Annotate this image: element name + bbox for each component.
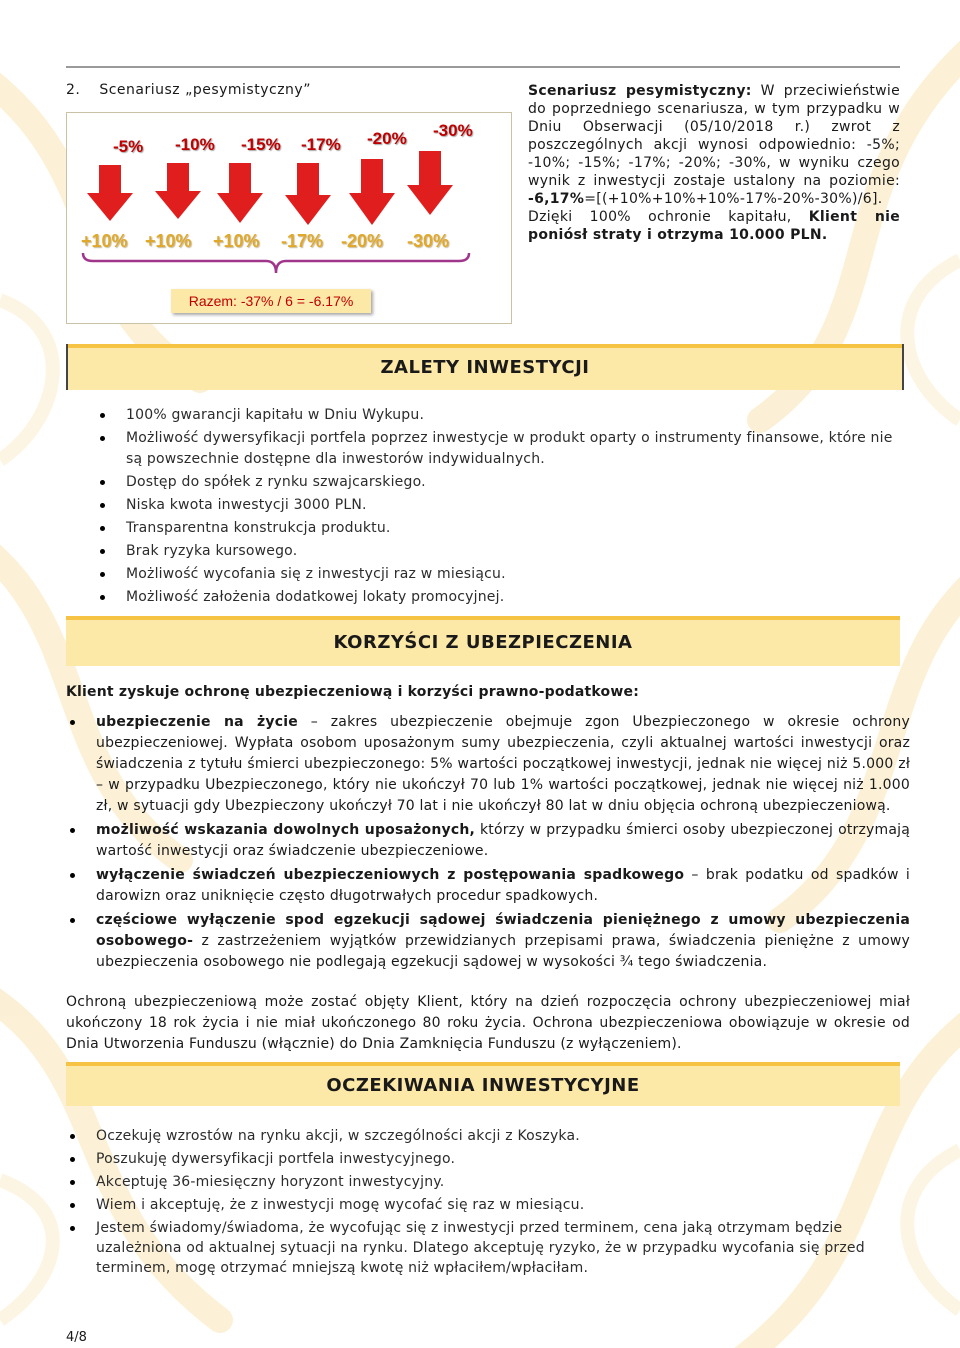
item-bold: częściowe wyłączenie spod egzekucji sądowej świadczenia pieniężnego z umowy ubezpieczenia osobowego- [96, 912, 910, 949]
list-item: Oczekuję wzrostów na rynku akcji, w szczególności akcji z Koszyka. [66, 1126, 896, 1146]
bottom-percent: -30% [407, 231, 450, 251]
top-percent: -5% [113, 137, 144, 156]
list-item: Transparentna konstrukcja produktu. [96, 518, 896, 539]
list-item: Jestem świadomy/świadoma, że wycofując się z inwestycji przed terminem, cena jaką otrzymam będzie uzależniona od aktualnej sytuacji na rynku. Dlatego akceptuję ryzyko, że w przypadku wycofania się przed terminem, mogę otrzymać mniejszą kwotę niż wpłaciłem/wpłaciłam. [66, 1218, 896, 1278]
top-percent: -17% [301, 135, 341, 154]
bottom-percent: -20% [341, 231, 384, 251]
down-arrow-icon [407, 151, 453, 215]
list-item [66, 865, 910, 907]
item-text: z zastrzeżeniem wyjątków przewidzianych przepisami prawa, świadczenia pieniężne z umowy ubezpieczenia osobowego nie podlegają egzekucji sądowej w wysokości ¾ tego świadczenia. [96, 933, 910, 970]
item-bold: możliwość wskazania dowolnych uposażonych, [96, 822, 476, 838]
list-item: Możliwość założenia dodatkowej lokaty promocyjnej. [96, 587, 896, 608]
insurance-title: KORZYŚCI Z UBEZPIECZENIA [333, 632, 633, 653]
insurance-list [66, 712, 910, 976]
advantages-list [96, 405, 896, 610]
list-item [66, 820, 910, 862]
description-lead: Scenariusz pesymistyczny: [528, 83, 752, 99]
down-arrow-icon [285, 163, 331, 225]
bottom-percent: +10% [213, 231, 260, 251]
top-percent: -10% [175, 135, 215, 154]
item-bold: ubezpieczenie na życie [96, 714, 298, 730]
list-item: 100% gwarancji kapitału w Dniu Wykupu. [96, 405, 896, 426]
scenario-illustration [66, 112, 512, 324]
down-arrow-icon [349, 159, 395, 225]
list-item: Możliwość wycofania się z inwestycji raz w miesiącu. [96, 564, 896, 585]
expectations-list [66, 1126, 896, 1281]
list-item: Niska kwota inwestycji 3000 PLN. [96, 495, 896, 516]
list-item: Brak ryzyka kursowego. [96, 541, 896, 562]
description-value: -6,17% [528, 191, 585, 207]
scenario-description [528, 82, 900, 244]
expectations-title: OCZEKIWANIA INWESTYCYJNE [326, 1075, 640, 1096]
top-percent: -30% [433, 121, 473, 140]
section-title: Scenariusz „pesymistyczny” [99, 82, 311, 98]
item-text: – zakres ubezpieczenie obejmuje zgon Ubezpieczonego w okresie ochrony ubezpieczeniowej. Wypłata osobom uposażonym sumy ubezpieczenia, czyli aktualnej wartości inwestycji oraz świadczenia z tytułu śmierci ubezpieczonego: 5% wartości początkowej inwestycji, jednak nie więcej niż 5.000 zł – w przypadku Ubezpieczonego, który nie ukończył 70 lub 1% wartości początkowej, jednak nie więcej niż 1.000 zł, w sytuacji gdy Ubezpieczony ukończył 70 lat i nie ukończył 80 lat w dniu objęcia ochroną ubezpieczeniową. [96, 714, 910, 814]
brace-icon [81, 251, 471, 277]
list-item: Możliwość dywersyfikacji portfela poprzez inwestycje w produkt oparty o instrumenty finansowe, które nie są powszechnie dostępne dla inwestorów indywidualnych. [96, 428, 896, 470]
bottom-percent: -17% [281, 231, 324, 251]
top-percent: -20% [367, 129, 407, 148]
page-number: 4/8 [66, 1330, 87, 1345]
coverage-paragraph: Ochroną ubezpieczeniową może zostać objęty Klient, który na dzień rozpoczęcia ochrony ubezpieczeniowej miał ukończony 18 rok życia i nie miał ukończonego 80 roku życia. Ochrona ubezpieczeniowa obowiązuje w okresie od Dnia Utworzenia Funduszu (włącznie) do Dnia Zamknięcia Funduszu (z wyłączeniem). [66, 994, 910, 1052]
description-text: W przeciwieństwie do poprzedniego scenariusza, w tym przypadku w Dniu Obserwacji (05/10/2018 r.) zwrot z poszczególnych akcji wynosi odpowiednio: -5%; -10%; -15%; -17%; -20%; -30%, w wyniku czego wynik z inwestycji zostaje ustalony na poziomie: [528, 83, 901, 189]
item-text: którzy w przypadku śmierci osoby ubezpieczonej otrzymają wartość inwestycji oraz świadczenie ubezpieczeniowe. [96, 822, 911, 859]
list-item: Poszukuję dywersyfikacji portfela inwestycyjnego. [66, 1149, 896, 1169]
section-heading [66, 82, 311, 98]
item-text: – brak podatku od spadków i darowizn oraz uniknięcie często długotrwałych procedur spadkowych. [96, 867, 911, 904]
list-item: Akceptuję 36-miesięczny horyzont inwestycyjny. [66, 1172, 896, 1192]
bottom-percent: +10% [81, 231, 128, 251]
section-number: 2. [66, 82, 81, 98]
down-arrow-icon [155, 163, 201, 219]
description-text: =[(+10%+10%+10%-17%-20%-30%)/6]. Dzięki 100% ochronie kapitału, [528, 191, 883, 225]
top-percent: -15% [241, 135, 281, 154]
list-item [66, 910, 910, 973]
total-calculation: Razem: -37% / 6 = -6.17% [171, 289, 371, 313]
advantages-title: ZALETY INWESTYCJI [380, 357, 590, 378]
expectations-banner [66, 1062, 900, 1106]
bottom-percent: +10% [145, 231, 192, 251]
insurance-intro: Klient zyskuje ochronę ubezpieczeniową i korzyści prawno-podatkowe: [66, 684, 639, 700]
item-bold: wyłączenie świadczeń ubezpieczeniowych z postępowania spadkowego [96, 867, 685, 883]
list-item: Dostęp do spółek z rynku szwajcarskiego. [96, 472, 896, 493]
list-item: Wiem i akceptuję, że z inwestycji mogę wycofać się raz w miesiącu. [66, 1195, 896, 1215]
list-item [66, 712, 910, 817]
advantages-banner [66, 344, 904, 390]
insurance-banner [66, 616, 900, 666]
down-arrow-icon [87, 165, 133, 221]
description-conclusion: Klient nie poniósł straty i otrzyma 10.000 PLN. [528, 209, 900, 243]
down-arrow-icon [217, 163, 263, 223]
